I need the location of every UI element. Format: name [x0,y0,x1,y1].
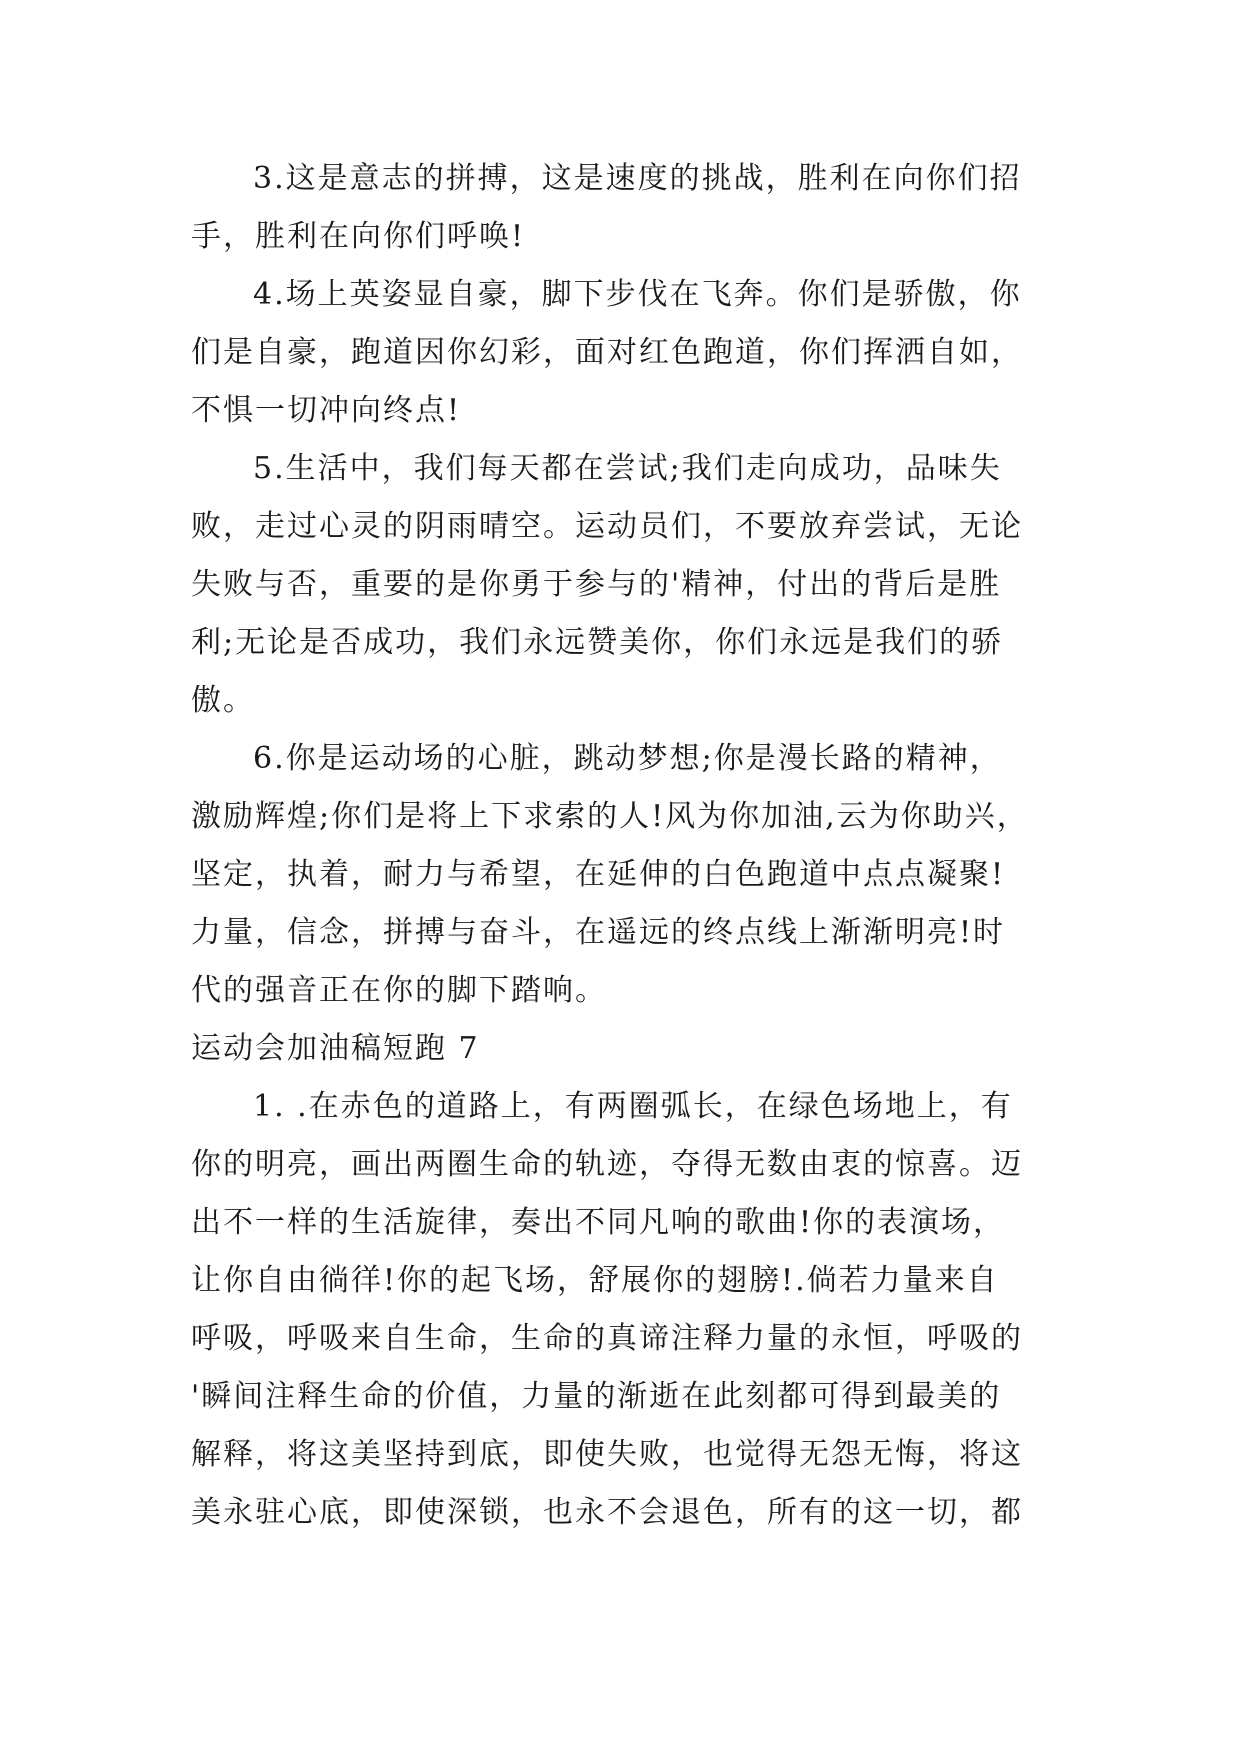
text-line: 解释，将这美坚持到底，即使失败，也觉得无怨无悔，将这 [191,1437,1023,1472]
text-line: 坚定，执着，耐力与希望，在延伸的白色跑道中点点凝聚! [191,857,1006,892]
text-line: 让你自由徜徉!你的起飞场，舒展你的翅膀!.倘若力量来自 [191,1263,999,1298]
paragraph-4 [191,266,1071,440]
paragraph-5 [191,440,1071,730]
text-line: '瞬间注释生命的价值，力量的渐逝在此刻都可得到最美的 [191,1379,1002,1414]
text-line: 代的强音正在你的脚下踏响。 [191,973,607,1008]
text-line: 激励辉煌;你们是将上下求索的人!风为你加油,云为你助兴， [191,799,1029,834]
text-line: 4.场上英姿显自豪，脚下步伐在飞奔。你们是骄傲，你 [253,277,1022,312]
text-line: 利;无论是否成功，我们永远赞美你，你们永远是我们的骄 [191,625,1004,660]
text-line: 傲。 [191,683,255,718]
text-line: 6.你是运动场的心脏，跳动梦想;你是漫长路的精神， [253,741,1002,776]
text-line: 们是自豪，跑道因你幻彩，面对红色跑道，你们挥洒自如， [191,335,1023,370]
text-line: 不惧一切冲向终点! [191,393,462,428]
text-line: 呼吸，呼吸来自生命，生命的真谛注释力量的永恒，呼吸的 [191,1321,1023,1356]
text-line: 败，走过心灵的阴雨晴空。运动员们，不要放弃尝试，无论 [191,509,1023,544]
paragraph-section-1 [191,1078,1071,1542]
paragraph-6 [191,730,1071,1020]
text-line: 失败与否，重要的是你勇于参与的'精神，付出的背后是胜 [191,567,1002,602]
text-line: 3.这是意志的拼搏，这是速度的挑战，胜利在向你们招 [253,161,1022,196]
text-line: 力量，信念，拼搏与奋斗，在遥远的终点线上渐渐明亮!时 [191,915,1006,950]
text-line: 手，胜利在向你们呼唤! [191,219,526,254]
document-body [191,150,1071,1542]
section-heading: 运动会加油稿短跑 7 [191,1031,480,1066]
text-line: 5.生活中，我们每天都在尝试;我们走向成功，品味失 [253,451,1002,486]
text-line: 1. .在赤色的道路上，有两圈弧长，在绿色场地上，有 [253,1089,1013,1124]
text-line: 你的明亮，画出两圈生命的轨迹，夺得无数由衷的惊喜。迈 [191,1147,1023,1182]
text-line: 美永驻心底，即使深锁，也永不会退色，所有的这一切，都 [191,1495,1023,1530]
text-line: 出不一样的生活旋律，奏出不同凡响的歌曲!你的表演场， [191,1205,1006,1240]
paragraph-3 [191,150,1071,266]
